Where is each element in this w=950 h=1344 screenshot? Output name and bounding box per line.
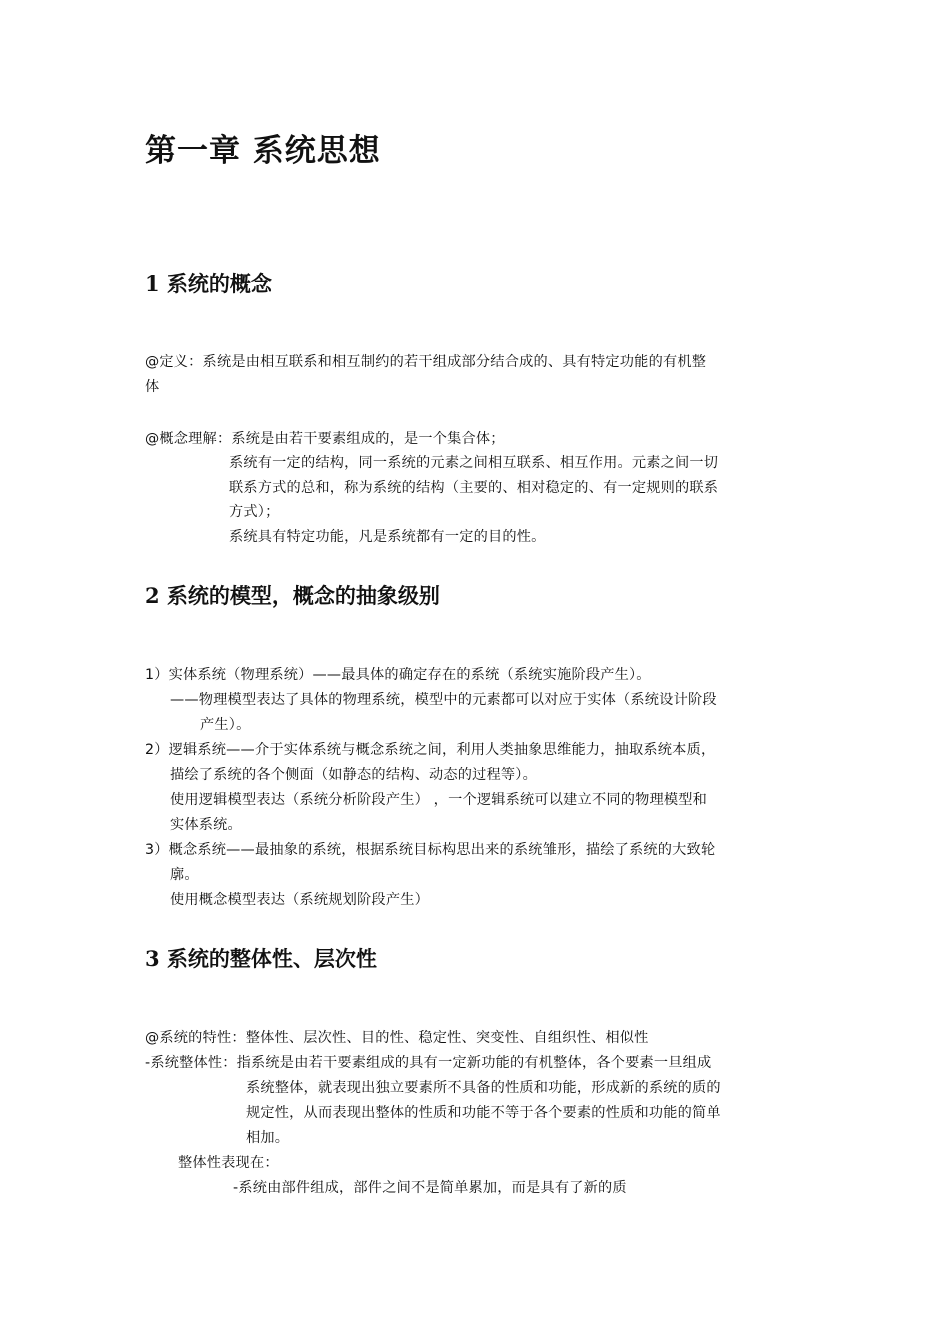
paragraph-line: 方式）； (229, 504, 280, 520)
paragraph-line: 体 (145, 379, 160, 395)
paragraph-line: 系统有一定的结构，同一系统的元素之间相互联系、相互作用。元素之间一切 (229, 455, 719, 471)
list-item-detail: 使用概念模型表达（系统规划阶段产生） (170, 892, 429, 908)
paragraph-line: -系统由部件组成，部件之间不是简单累加，而是具有了新的质 (233, 1180, 627, 1196)
list-item: 3）概念系统——最抽象的系统，根据系统目标构思出来的系统雏形，描绘了系统的大致轮 (145, 842, 716, 858)
chapter-title: 第一章 系统思想 (145, 133, 381, 169)
list-item-detail: 实体系统。 (170, 817, 242, 833)
list-item-detail: ——物理模型表达了具体的物理系统，模型中的元素都可以对应于实体（系统设计阶段 (170, 692, 717, 708)
section-heading-3: 3 系统的整体性、层次性 (145, 946, 377, 971)
list-item: 2）逻辑系统——介于实体系统与概念系统之间，利用人类抽象思维能力，抽取系统本质， (145, 742, 716, 758)
list-item-detail: 描绘了系统的各个侧面（如静态的结构、动态的过程等）。 (170, 767, 537, 783)
paragraph-line: @定义：系统是由相互联系和相互制约的若干组成部分结合成的、具有特定功能的有机整 (145, 354, 707, 370)
section-heading-2: 2 系统的模型，概念的抽象级别 (145, 583, 440, 608)
paragraph-line: 整体性表现在： (178, 1155, 279, 1171)
list-item-detail: 廓。 (170, 867, 199, 883)
list-item: 1）实体系统（物理系统）——最具体的确定存在的系统（系统实施阶段产生）。 (145, 667, 651, 683)
paragraph-line: 系统整体，就表现出独立要素所不具备的性质和功能，形成新的系统的质的 (246, 1080, 721, 1096)
paragraph-line: -系统整体性：指系统是由若干要素组成的具有一定新功能的有机整体，各个要素一旦组成 (145, 1055, 712, 1071)
paragraph-line: 相加。 (246, 1130, 290, 1146)
list-item-detail: 使用逻辑模型表达（系统分析阶段产生） ，一个逻辑系统可以建立不同的物理模型和 (170, 792, 708, 808)
paragraph-line: 联系方式的总和，称为系统的结构（主要的、相对稳定的、有一定规则的联系 (229, 480, 719, 496)
paragraph-line: @系统的特性：整体性、层次性、目的性、稳定性、突变性、自组织性、相似性 (145, 1030, 649, 1046)
paragraph-line: 规定性，从而表现出整体的性质和功能不等于各个要素的性质和功能的简单 (246, 1105, 721, 1121)
paragraph-line: 系统具有特定功能，凡是系统都有一定的目的性。 (229, 529, 546, 545)
paragraph-line: @概念理解：系统是由若干要素组成的，是一个集合体； (145, 431, 505, 447)
section-heading-1: 1 系统的概念 (145, 271, 272, 296)
list-item-detail: 产生）。 (200, 717, 251, 733)
